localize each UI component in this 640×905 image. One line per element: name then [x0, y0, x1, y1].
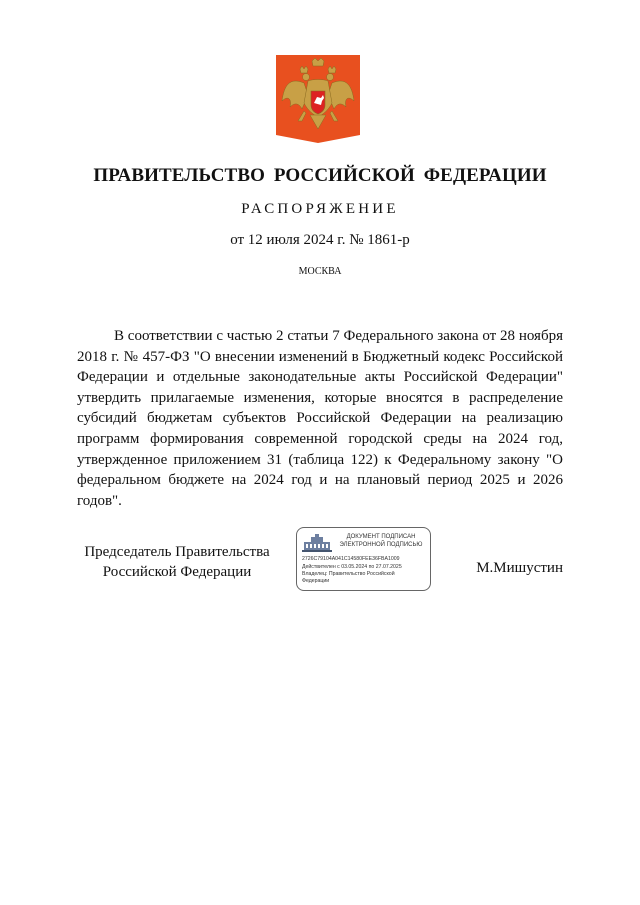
body-paragraph: В соответствии с частью 2 статьи 7 Федерального закона от 28 ноября 2018 г. № 457-ФЗ "О внесении изменений в Бюджетный кодекс Российской Федерации и отдельные законодательные акты Российской Федерации" утвердить прилагаемые изменения, которые вносятся в распределение субсидий бюджетам субъектов Российской Федерации на реализацию программ формирования современной городской среды на 2024 год, утвержденное приложением 31 (таблица 122) к Федеральному закону "О федеральном бюджете на 2024 год и на плановый период 2025 и 2026 годов".	[77, 328, 563, 509]
signer-position-line2: Российской Федерации	[102, 564, 252, 580]
stamp-title	[335, 534, 427, 549]
stamp-certificate: 2726C79104A041C14580FEE36FBA1009	[302, 556, 400, 562]
coat-of-arms-icon	[276, 55, 360, 143]
document-type: РАСПОРЯЖЕНИЕ	[241, 201, 399, 217]
stamp-validity: Действителен с 03.05.2024 по 27.07.2025	[302, 564, 402, 570]
stamp-title-line2: ЭЛЕКТРОННОЙ ПОДПИСЬЮ	[339, 541, 423, 548]
organization-title: ПРАВИТЕЛЬСТВО РОССИЙСКОЙ ФЕДЕРАЦИИ	[93, 165, 547, 186]
document-date-number: от 12 июля 2024 г. № 1861-р	[230, 232, 410, 248]
stamp-owner-line2: Федерации	[302, 578, 330, 584]
stamp-title-line1: ДОКУМЕНТ ПОДПИСАН	[346, 534, 416, 540]
stamp-owner-line1: Владелец: Правительство Российской	[302, 571, 395, 577]
signer-position	[77, 542, 277, 582]
signer-position-line1: Председатель Правительства	[84, 544, 270, 560]
government-building-icon	[302, 534, 332, 552]
electronic-signature-stamp	[296, 527, 431, 591]
document-city: МОСКВА	[298, 266, 342, 277]
signer-name: М.Мишустин	[476, 560, 563, 576]
